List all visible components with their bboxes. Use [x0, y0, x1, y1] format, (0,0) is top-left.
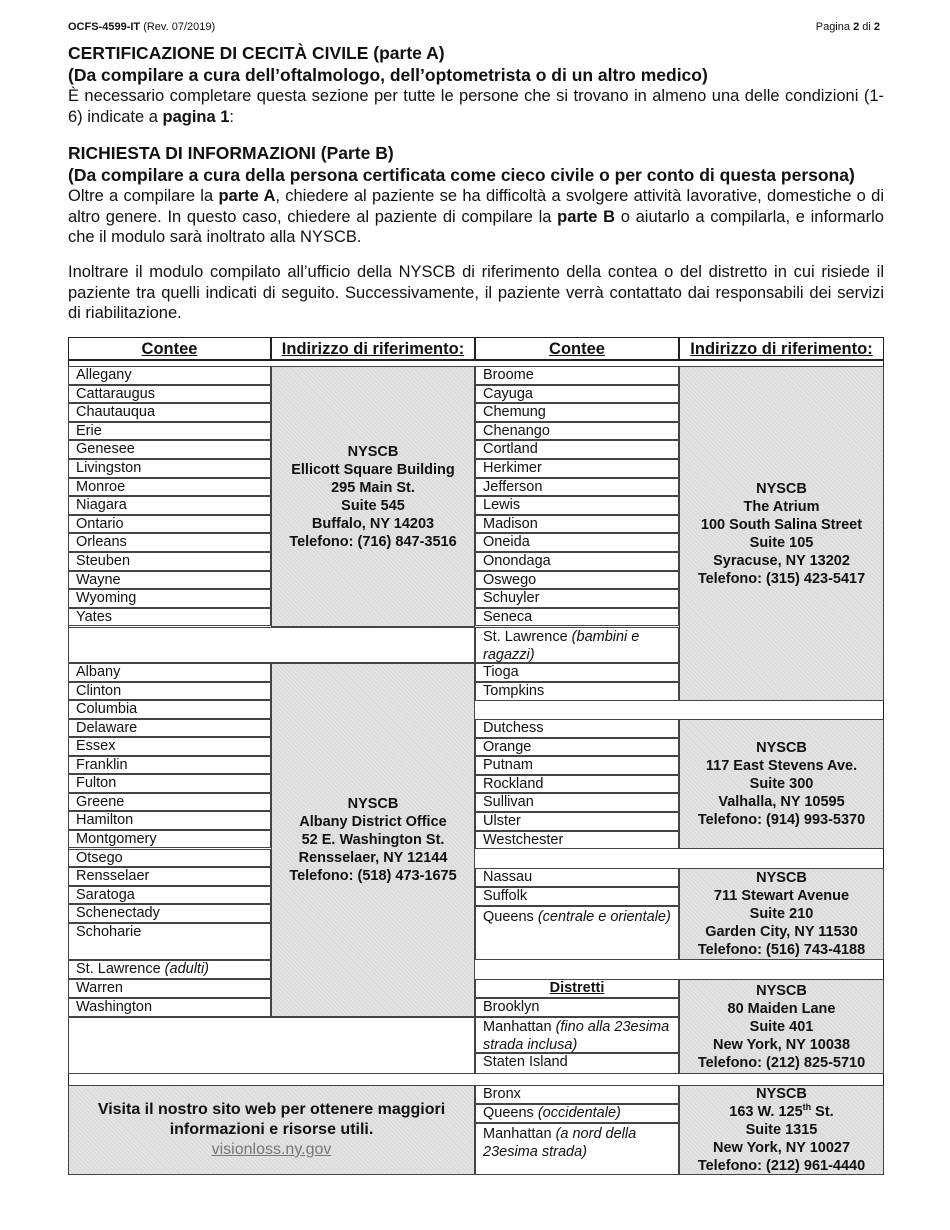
page-number: Pagina 2 di 2 — [815, 21, 880, 33]
website-info — [68, 1085, 475, 1175]
list-item: Madison — [475, 515, 679, 534]
section-b-text: Oltre a compilare la parte A, chiedere al paziente se ha difficoltà a svolgere attività lavorative, domestiche o di altro genere. In questo caso, chiedere al paziente di compilare la parte B o aiutarlo a compilarla, e informarlo che il modulo sarà inoltrato alla NYSCB. — [68, 187, 884, 246]
list-item: Clinton — [68, 682, 271, 701]
list-item: Manhattan (a nord della 23esima strada) — [475, 1123, 679, 1175]
list-item: Broome — [475, 366, 679, 385]
list-item: Ulster — [475, 812, 679, 831]
list-item: Genesee — [68, 440, 271, 459]
list-item: Schoharie — [68, 923, 271, 960]
section-b-subtitle: (Da compilare a cura della persona certificata come cieco civile o per conto di questa persona) — [68, 165, 855, 185]
list-item: Herkimer — [475, 459, 679, 478]
section-a-title: CERTIFICAZIONE DI CECITÀ CIVILE (parte A) — [68, 43, 445, 63]
website-text-2: informazioni e risorse utili. — [169, 1121, 374, 1138]
list-item: Oswego — [475, 571, 679, 590]
list-item: Onondaga — [475, 552, 679, 571]
list-item: Schuyler — [475, 589, 679, 608]
list-item: St. Lawrence (bambini e ragazzi) — [475, 627, 679, 663]
list-item: Tioga — [475, 663, 679, 682]
list-item: Queens (centrale e orientale) — [475, 906, 679, 960]
buffalo-office-address: NYSCB Ellicott Square Building 295 Main St. Suite 545 Buffalo, NY 14203 Telefono: (716) 847-3516 — [271, 366, 475, 627]
list-item: Greene — [68, 793, 271, 812]
list-item: St. Lawrence (adulti) — [68, 960, 271, 979]
header-contee-2: Contee — [475, 337, 679, 360]
list-item: Delaware — [68, 719, 271, 738]
blank-cell — [68, 627, 475, 663]
list-item: Cortland — [475, 440, 679, 459]
list-item: Suffolk — [475, 887, 679, 906]
list-item: Chenango — [475, 422, 679, 441]
list-item: Sullivan — [475, 793, 679, 812]
list-item: Tompkins — [475, 682, 679, 701]
list-item: Schenectady — [68, 904, 271, 923]
list-item: Livingston — [68, 459, 271, 478]
list-item: Wayne — [68, 571, 271, 590]
list-item: Staten Island — [475, 1053, 679, 1074]
list-item: Queens (occidentale) — [475, 1104, 679, 1123]
districts-header: Distretti — [475, 979, 679, 998]
harlem-office-address: NYSCB 163 W. 125th St. Suite 1315 New York, NY 10027 Telefono: (212) 961-4440 — [679, 1085, 884, 1175]
list-item: Orange — [475, 738, 679, 757]
list-item: Brooklyn — [475, 998, 679, 1017]
list-item: Essex — [68, 737, 271, 756]
website-link[interactable]: visionloss.ny.gov — [211, 1141, 332, 1158]
header-indirizzo-2: Indirizzo di riferimento: — [679, 337, 884, 360]
list-item: Bronx — [475, 1085, 679, 1104]
list-item: Steuben — [68, 552, 271, 571]
list-item: Erie — [68, 422, 271, 441]
albany-office-address: NYSCB Albany District Office 52 E. Washington St. Rensselaer, NY 12144 Telefono: (518) 473-1675 — [271, 663, 475, 1017]
section-a — [68, 42, 884, 127]
section-b — [68, 142, 884, 248]
list-item: Putnam — [475, 756, 679, 775]
list-item: Columbia — [68, 700, 271, 719]
blank-cell — [68, 1017, 475, 1074]
forward-instructions: Inoltrare il modulo compilato all’ufficio della NYSCB di riferimento della contea o del distretto in cui risiede il paziente tra quelli indicati di seguito. Successivamente, il paziente verrà contattato dai responsabili dei servizi di riabilitazione. — [68, 263, 884, 322]
list-item: Warren — [68, 979, 271, 998]
form-code: OCFS-4599-IT (Rev. 07/2019) — [68, 21, 216, 33]
list-item: Saratoga — [68, 886, 271, 905]
section-a-text: È necessario completare questa sezione per tutte le persone che si trovano in almeno una delle condizioni (1-6) indicate a pagina 1: — [68, 87, 884, 126]
list-item: Orleans — [68, 533, 271, 552]
list-item: Cattaraugus — [68, 385, 271, 404]
header-contee-1: Contee — [68, 337, 271, 360]
list-item: Cayuga — [475, 385, 679, 404]
list-item: Wyoming — [68, 589, 271, 608]
website-text-1: Visita il nostro sito web per ottenere maggiori — [97, 1101, 446, 1118]
list-item: Washington — [68, 998, 271, 1017]
section-b-title: RICHIESTA DI INFORMAZIONI (Parte B) — [68, 143, 394, 163]
valhalla-office-address: NYSCB 117 East Stevens Ave. Suite 300 Valhalla, NY 10595 Telefono: (914) 993-5370 — [679, 719, 884, 849]
section-a-subtitle: (Da compilare a cura dell’oftalmologo, dell’optometrista o di un altro medico) — [68, 65, 708, 85]
header-indirizzo-1: Indirizzo di riferimento: — [271, 337, 475, 360]
list-item: Fulton — [68, 774, 271, 793]
list-item: Hamilton — [68, 811, 271, 830]
list-item: Chautauqua — [68, 403, 271, 422]
list-item: Westchester — [475, 831, 679, 850]
list-item: Oneida — [475, 533, 679, 552]
list-item: Chemung — [475, 403, 679, 422]
list-item: Otsego — [68, 849, 271, 868]
list-item: Seneca — [475, 608, 679, 627]
new-york-office-address: NYSCB 80 Maiden Lane Suite 401 New York, NY 10038 Telefono: (212) 825-5710 — [679, 979, 884, 1074]
list-item: Yates — [68, 608, 271, 627]
list-item: Rockland — [475, 775, 679, 794]
list-item: Allegany — [68, 366, 271, 385]
list-item: Nassau — [475, 868, 679, 887]
list-item: Dutchess — [475, 719, 679, 738]
list-item: Franklin — [68, 756, 271, 775]
list-item: Lewis — [475, 496, 679, 515]
list-item: Ontario — [68, 515, 271, 534]
list-item: Albany — [68, 663, 271, 682]
list-item: Niagara — [68, 496, 271, 515]
list-item: Montgomery — [68, 830, 271, 849]
list-item: Rensselaer — [68, 867, 271, 886]
syracuse-office-address: NYSCB The Atrium 100 South Salina Street Suite 105 Syracuse, NY 13202 Telefono: (315) 423-5417 — [679, 366, 884, 701]
list-item: Jefferson — [475, 478, 679, 497]
garden-city-office-address: NYSCB 711 Stewart Avenue Suite 210 Garden City, NY 11530 Telefono: (516) 743-4188 — [679, 868, 884, 960]
list-item: Manhattan (fino alla 23esima strada inclusa) — [475, 1017, 679, 1053]
list-item: Monroe — [68, 478, 271, 497]
